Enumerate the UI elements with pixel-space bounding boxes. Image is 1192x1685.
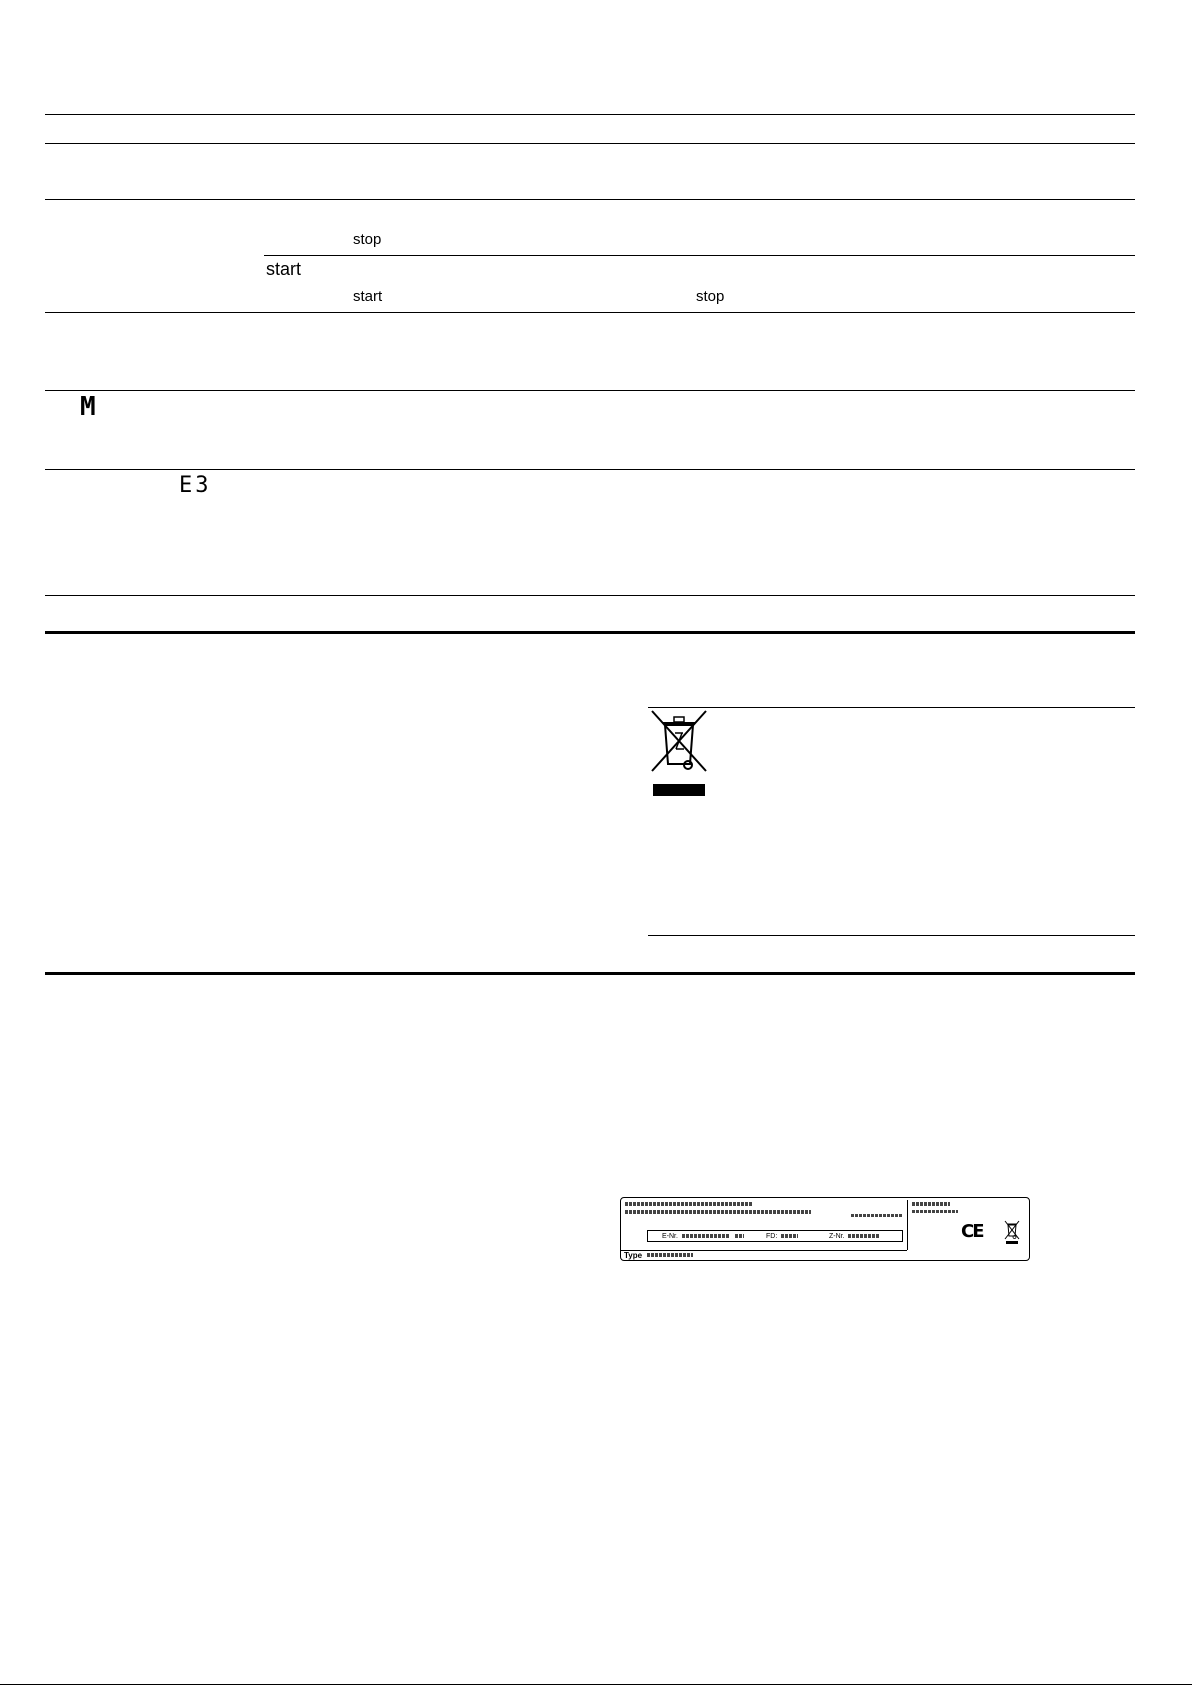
z-nr-label: Z-Nr.: [829, 1233, 845, 1240]
crossed-out-wheelie-bin-icon: [648, 709, 710, 799]
z-nr-value: [848, 1234, 880, 1238]
fd-label: FD:: [766, 1233, 778, 1240]
error-display-symbol: E3: [179, 473, 212, 498]
table-row-divider: [45, 469, 1135, 470]
disposal-top-rule: [648, 707, 1135, 708]
memory-display-symbol: M: [80, 392, 96, 422]
plate-disposal-icon: [1003, 1220, 1021, 1246]
plate-vertical-divider: [907, 1200, 908, 1250]
section-bottom-rule: [45, 972, 1135, 975]
stop-label-secondary: stop: [696, 288, 725, 305]
plate-text-placeholder: [851, 1214, 903, 1217]
table-top-rule: [45, 114, 1135, 115]
type-label: Type: [624, 1251, 643, 1260]
plate-right-placeholder: [912, 1210, 958, 1213]
start-label-secondary: start: [353, 288, 383, 305]
plate-number-box: [647, 1230, 903, 1242]
disposal-bottom-rule: [648, 935, 1135, 936]
table-row-divider: [45, 595, 1135, 596]
plate-text-placeholder: [625, 1202, 753, 1206]
ce-mark-icon: CE: [961, 1221, 983, 1242]
start-label: start: [266, 259, 302, 279]
e-nr-value: [682, 1234, 730, 1238]
table-row-divider: [45, 312, 1135, 313]
table-row-divider: [45, 390, 1135, 391]
plate-text-placeholder: [625, 1210, 811, 1214]
plate-right-placeholder: [912, 1202, 950, 1206]
rating-plate: [620, 1197, 1030, 1261]
table-sub-divider: [264, 255, 1135, 256]
fd-value: [781, 1234, 798, 1238]
type-value: [647, 1253, 693, 1257]
table-bottom-rule: [45, 631, 1135, 634]
table-row-divider: [45, 199, 1135, 200]
stop-label: stop: [353, 231, 382, 248]
e-nr-label: E-Nr.: [662, 1233, 678, 1240]
e-nr-suffix: [735, 1234, 744, 1238]
plate-type-divider: [621, 1250, 907, 1251]
table-row-divider: [45, 143, 1135, 144]
